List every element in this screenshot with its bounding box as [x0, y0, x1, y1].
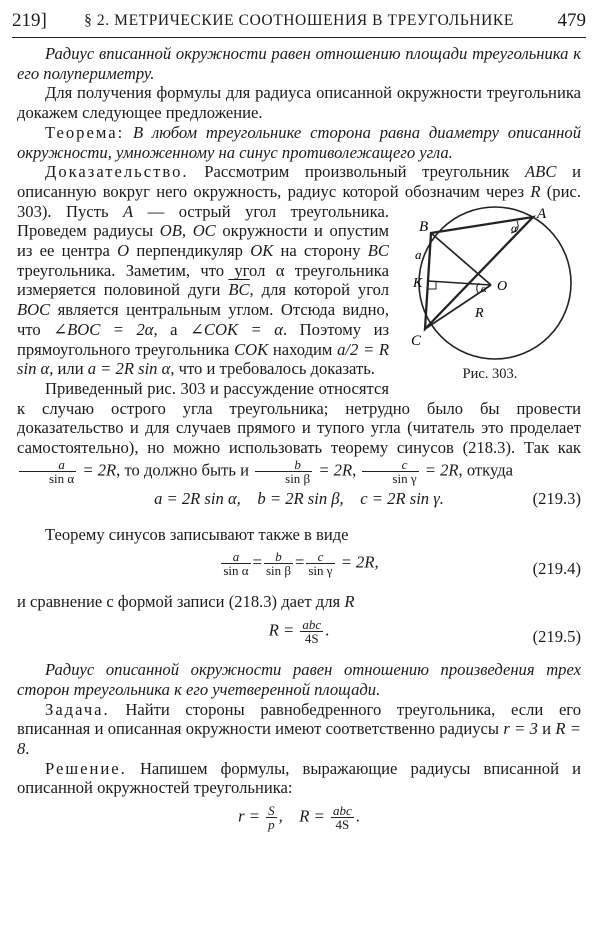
label-alpha-a: α [511, 220, 518, 235]
fraction-c-sin-gamma: $\frac{c}{\text{sin γ}}$ [362, 458, 418, 485]
label-k: K [413, 275, 423, 291]
paragraph-sine-theorem: Теорему синусов записывают также в виде [45, 524, 349, 544]
label-o: O [497, 278, 508, 294]
solution-label: Решение. [45, 758, 127, 778]
paragraph-general-case: Приведенный рис. 303 и рассуждение относятся к случаю острого угла треугольника; нетрудно было бы провести доказательство и для случаев прямого и тупого угла (читатель это проделает самостоятельно), но можно использовать теорему синусов (218.3). Так как $\frac{a}{\text{sin α}}$ = 2R, то должно быть и $\frac{b}{\text{sin β}}$ = 2R, $\frac{c}{\text{sin γ}}$ = 2R, откуда [17, 378, 581, 486]
paragraph-circumradius-statement: Радиус описанной окружности равен отношению произведения трех сторон треугольника к его учетверенной площади. [17, 660, 581, 699]
equation-219-5-number: (219.5) [532, 627, 581, 647]
figure-303 [399, 205, 581, 385]
paragraph-solution: Решение. Напишем формулы, выражающие радиусы вписанной и описанной окружностей треугольника: [17, 758, 581, 798]
label-c: C [411, 332, 422, 349]
paragraph-inradius-statement: Радиус вписанной окружности равен отношению площади треугольника к его полупериметру. [17, 44, 581, 83]
header-rule [12, 37, 586, 38]
equation-219-4 [17, 550, 581, 586]
paragraph-theorem [17, 123, 581, 162]
label-alpha-o: α [481, 282, 487, 295]
page-content [17, 44, 581, 831]
proof-label: Доказательство. [45, 162, 189, 182]
final-formulas: r = $\frac{S}{p}$ , R = $\frac{\text{abc}}{4S}$ . [238, 803, 360, 833]
theorem-text: В любом треугольнике сторона равна диаметру описанной окружности, умноженному на синус противолежащего угла. [17, 122, 581, 162]
equation-219-4-number: (219.4) [532, 559, 581, 579]
task-label: Задача. [45, 699, 110, 719]
equation-219-3 [17, 489, 581, 511]
running-header [12, 10, 586, 36]
header-title: § 2. МЕТРИЧЕСКИЕ СООТНОШЕНИЯ В ТРЕУГОЛЬНИКЕ [84, 12, 514, 29]
equation-219-5-body: R = $\frac{\text{abc}}{4S}$ . [268, 617, 330, 647]
paragraph-proof: Доказательство. Рассмотрим произвольный треугольник ABC и описанную вокруг него окружность, радиус которой обозначим через R (рис. 303). Пусть A B A a K O R C α α Рис. 303. — острый угол треугольника. Проведем радиусы OB, OC окружности и опустим из ее центра O перпендикуляр OK на сторону BC треугольника. Заметим, что угол α треугольника измеряется половиной дуги $\overline{BC}$, для которой угол BOC является центральным углом. Отсюда видно, что ∠BOC = 2α, а ∠COK = α. Поэтому из прямоугольного треугольника COK находим a/2 = R sin α, или a = 2R sin α, что и требовалось доказать. [17, 162, 581, 379]
equation-219-3-body: a = 2R sin α, b = 2R sin β, c = 2R sin γ. [154, 488, 444, 508]
radius-ob [431, 233, 491, 285]
fraction-b-sin-beta: $\frac{b}{\text{sin β}}$ [255, 458, 312, 485]
circumcircle [419, 207, 571, 359]
figure-caption: Рис. 303. [462, 365, 518, 382]
fraction-a-sin-alpha: $\frac{a}{\text{sin α}}$ [19, 458, 76, 485]
theorem-label: Теорема: [45, 122, 125, 142]
equation-219-4-body: $\frac{a}{\text{sin α}}$ = $\frac{b}{\text{sin β}}$ = $\frac{c}{\text{sin γ}}$ = 2R, [223, 549, 379, 579]
equation-219-3-number: (219.3) [532, 488, 581, 508]
equation-219-5 [17, 618, 581, 654]
paragraph-task: Задача. Найти стороны равнобедренного треугольника, если его вписанная и описанная окружности имеют соответственно радиусы r = 3 и R = 8. [17, 699, 582, 758]
circumcircle-diagram [399, 205, 581, 363]
section-number: 219] [12, 10, 47, 31]
right-angle-mark [428, 281, 436, 289]
page-number: 479 [557, 10, 586, 31]
label-a: A [537, 205, 547, 222]
label-b: B [419, 218, 429, 235]
paragraph-intro: Для получения формулы для радиуса описанной окружности треугольника докажем следующее предложение. [17, 83, 581, 123]
paragraph-comparison: и сравнение с формой записи (218.3) дает для R [17, 592, 355, 612]
label-side-a: a [415, 246, 422, 262]
label-r: R [475, 305, 484, 321]
